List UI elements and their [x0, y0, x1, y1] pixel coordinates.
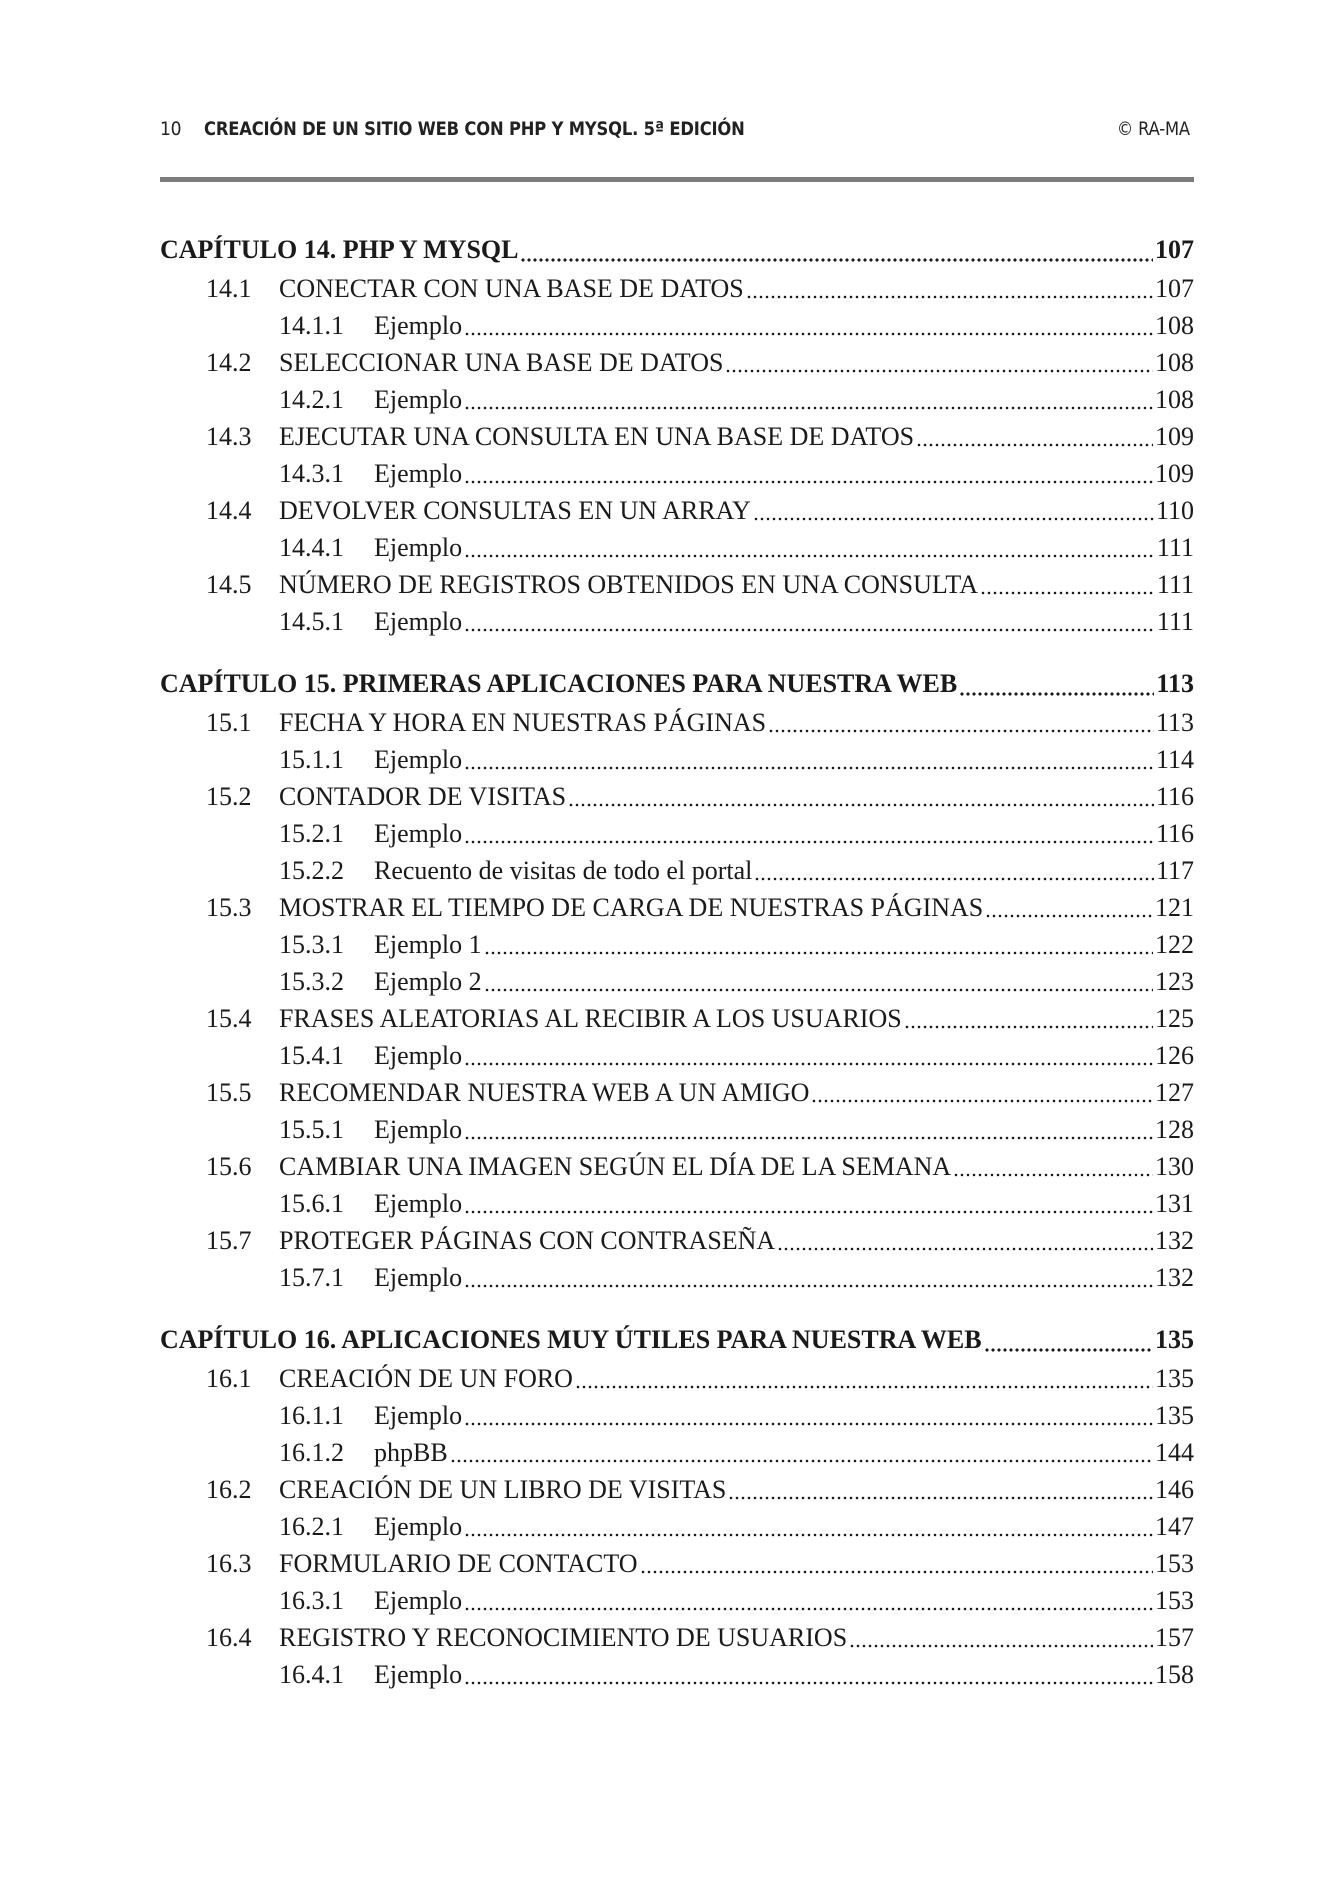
- toc-subsection-entry[interactable]: [160, 1037, 1194, 1074]
- toc-entry-page: 126: [1155, 1041, 1194, 1070]
- toc-entry-number: 15.1.1: [279, 745, 344, 774]
- toc-chapter-entry[interactable]: [160, 664, 1194, 704]
- toc-entry-number: 15.5: [206, 1078, 252, 1107]
- dot-leader: [464, 1185, 1153, 1222]
- toc-entry-label: Ejemplo 2: [374, 967, 482, 996]
- toc-entry-number: 15.3: [206, 893, 252, 922]
- toc-section-entry[interactable]: [160, 418, 1194, 455]
- toc-entry-label: FORMULARIO DE CONTACTO: [279, 1549, 638, 1578]
- toc-entry-page: 125: [1155, 1004, 1194, 1033]
- toc-chapter-entry[interactable]: [160, 230, 1194, 270]
- toc-section-entry[interactable]: [160, 1619, 1194, 1656]
- toc-subsection-entry[interactable]: [160, 381, 1194, 418]
- toc-entry-page: 135: [1155, 1401, 1194, 1430]
- toc-entry-page: 109: [1155, 422, 1194, 451]
- toc-entry-number: 16.3.1: [279, 1586, 344, 1615]
- toc-entry-number: 14.2.1: [279, 385, 344, 414]
- toc-subsection-entry[interactable]: [160, 1582, 1194, 1619]
- toc-entry-page: 132: [1155, 1226, 1194, 1255]
- dot-leader: [725, 344, 1153, 381]
- toc-entry-label: CONTADOR DE VISITAS: [279, 782, 567, 811]
- toc-section-entry[interactable]: [160, 566, 1194, 603]
- toc-entry-page: 108: [1155, 311, 1194, 340]
- toc-subsection-entry[interactable]: [160, 529, 1194, 566]
- toc-entry-label: Ejemplo: [374, 1263, 463, 1292]
- toc-subsection-entry[interactable]: [160, 741, 1194, 778]
- toc-entry-page: 111: [1156, 570, 1194, 599]
- toc-entry-number: 14.4: [206, 496, 252, 525]
- toc-entry-number: 14.2: [206, 348, 252, 377]
- toc-entry-number: 15.1: [206, 708, 252, 737]
- dot-leader: [849, 1619, 1153, 1656]
- toc-entry-number: 16.1: [206, 1364, 252, 1393]
- toc-subsection-entry[interactable]: [160, 926, 1194, 963]
- toc-entry-number: 16.1.2: [279, 1438, 344, 1467]
- toc-section-entry[interactable]: [160, 270, 1194, 307]
- dot-leader: [811, 1074, 1153, 1111]
- toc-entry-number: 15.3.2: [279, 967, 344, 996]
- toc-entry-number: 14.3.1: [279, 459, 344, 488]
- toc-entry-number: 16.1.1: [279, 1401, 344, 1430]
- toc-entry-page: 153: [1155, 1586, 1194, 1615]
- toc-entry-label: Ejemplo: [374, 1401, 463, 1430]
- toc-subsection-entry[interactable]: [160, 963, 1194, 1000]
- dot-leader: [980, 566, 1155, 603]
- running-header: [160, 114, 1190, 148]
- toc-section-entry[interactable]: [160, 1471, 1194, 1508]
- toc-entry-label: SELECCIONAR UNA BASE DE DATOS: [279, 348, 724, 377]
- toc-entry-number: 14.1: [206, 274, 252, 303]
- toc-entry-page: 107: [1155, 274, 1194, 303]
- toc-entry-label: FECHA Y HORA EN NUESTRAS PÁGINAS: [279, 708, 767, 737]
- toc-entry-number: 15.6: [206, 1152, 252, 1181]
- toc-section-entry[interactable]: [160, 1222, 1194, 1259]
- toc-entry-number: 14.5: [206, 570, 252, 599]
- toc-entry-number: 14.5.1: [279, 607, 344, 636]
- toc-entry-page: 110: [1155, 496, 1194, 525]
- toc-entry-page: 135: [1155, 1325, 1194, 1354]
- toc-entry-number: 15.4.1: [279, 1041, 344, 1070]
- toc-entry-number: 16.4: [206, 1623, 252, 1652]
- toc-section-entry[interactable]: [160, 1148, 1194, 1185]
- dot-leader: [464, 529, 1155, 566]
- dot-leader: [575, 1360, 1153, 1397]
- toc-entry-label: Ejemplo: [374, 745, 463, 774]
- toc-subsection-entry[interactable]: [160, 307, 1194, 344]
- dot-leader: [985, 889, 1153, 926]
- dot-leader: [464, 1111, 1153, 1148]
- toc-entry-label: FRASES ALEATORIAS AL RECIBIR A LOS USUARIOS: [279, 1004, 902, 1033]
- toc-entry-label: CAPÍTULO 14. PHP Y MYSQL: [160, 235, 519, 264]
- toc-entry-number: 14.4.1: [279, 533, 344, 562]
- toc-entry-label: Ejemplo: [374, 819, 463, 848]
- toc-entry-page: 108: [1155, 348, 1194, 377]
- toc-subsection-entry[interactable]: [160, 1508, 1194, 1545]
- toc-entry-number: 16.2: [206, 1475, 252, 1504]
- toc-entry-label: CAPÍTULO 15. PRIMERAS APLICACIONES PARA NUESTRA WEB: [160, 669, 958, 698]
- toc-entry-number: 15.3.1: [279, 930, 344, 959]
- toc-entry-page: 128: [1155, 1115, 1194, 1144]
- toc-section-entry[interactable]: [160, 1360, 1194, 1397]
- publisher: © RA-MA: [1116, 118, 1190, 140]
- toc-section-entry[interactable]: [160, 492, 1194, 529]
- toc-entry-page: 121: [1155, 893, 1194, 922]
- dot-leader: [916, 418, 1153, 455]
- toc-subsection-entry[interactable]: [160, 1397, 1194, 1434]
- dot-leader: [464, 1259, 1153, 1296]
- toc-entry-number: 15.2.2: [279, 856, 344, 885]
- dot-leader: [568, 778, 1154, 815]
- toc-entry-page: 123: [1155, 967, 1194, 996]
- dot-leader: [464, 1656, 1153, 1693]
- toc-entry-page: 116: [1155, 819, 1194, 848]
- toc-entry-label: REGISTRO Y RECONOCIMIENTO DE USUARIOS: [279, 1623, 848, 1652]
- toc-entry-label: MOSTRAR EL TIEMPO DE CARGA DE NUESTRAS PÁGINAS: [279, 893, 984, 922]
- dot-leader: [450, 1434, 1153, 1471]
- toc-entry-label: Ejemplo: [374, 1041, 463, 1070]
- toc-entry-page: 157: [1155, 1623, 1194, 1652]
- toc-entry-label: NÚMERO DE REGISTROS OBTENIDOS EN UNA CONSULTA: [279, 570, 978, 599]
- toc-section-entry[interactable]: [160, 704, 1194, 741]
- toc-entry-page: 113: [1155, 708, 1194, 737]
- dot-leader: [640, 1545, 1153, 1582]
- toc-entry-label: PROTEGER PÁGINAS CON CONTRASEÑA: [279, 1226, 776, 1255]
- toc-section-entry[interactable]: [160, 778, 1194, 815]
- toc-entry-number: 14.3: [206, 422, 252, 451]
- dot-leader: [464, 603, 1155, 640]
- dot-leader: [520, 230, 1153, 270]
- toc-entry-label: Ejemplo: [374, 1660, 463, 1689]
- toc-entry-page: 132: [1155, 1263, 1194, 1292]
- book-title: CREACIÓN DE UN SITIO WEB CON PHP Y MYSQL. 5ª EDICIÓN: [204, 118, 745, 140]
- dot-leader: [464, 307, 1153, 344]
- toc-entry-number: 15.7.1: [279, 1263, 344, 1292]
- table-of-contents: [160, 230, 1194, 1693]
- dot-leader: [464, 1397, 1153, 1434]
- toc-subsection-entry[interactable]: [160, 455, 1194, 492]
- toc-entry-page: 113: [1156, 669, 1194, 698]
- toc-entry-number: 16.3: [206, 1549, 252, 1578]
- toc-entry-label: Ejemplo: [374, 459, 463, 488]
- dot-leader: [754, 852, 1154, 889]
- toc-entry-label: CREACIÓN DE UN LIBRO DE VISITAS: [279, 1475, 727, 1504]
- toc-subsection-entry[interactable]: [160, 1656, 1194, 1693]
- toc-entry-page: 107: [1155, 235, 1194, 264]
- dot-leader: [464, 455, 1153, 492]
- toc-entry-page: 158: [1155, 1660, 1194, 1689]
- toc-entry-label: Ejemplo: [374, 1586, 463, 1615]
- toc-entry-number: 15.2: [206, 782, 252, 811]
- toc-section-entry[interactable]: [160, 889, 1194, 926]
- toc-entry-page: 147: [1155, 1512, 1194, 1541]
- toc-entry-label: EJECUTAR UNA CONSULTA EN UNA BASE DE DATOS: [279, 422, 915, 451]
- toc-entry-page: 144: [1155, 1438, 1194, 1467]
- dot-leader: [777, 1222, 1153, 1259]
- toc-entry-page: 127: [1155, 1078, 1194, 1107]
- toc-section-entry[interactable]: [160, 1000, 1194, 1037]
- toc-entry-label: CAMBIAR UNA IMAGEN SEGÚN EL DÍA DE LA SEMANA: [279, 1152, 952, 1181]
- toc-entry-label: Ejemplo 1: [374, 930, 482, 959]
- toc-entry-label: Ejemplo: [374, 1512, 463, 1541]
- toc-entry-page: 117: [1155, 856, 1194, 885]
- dot-leader: [953, 1148, 1153, 1185]
- dot-leader: [484, 926, 1153, 963]
- toc-entry-number: 15.7: [206, 1226, 252, 1255]
- toc-entry-label: Ejemplo: [374, 1189, 463, 1218]
- toc-entry-label: Ejemplo: [374, 533, 463, 562]
- toc-entry-page: 109: [1155, 459, 1194, 488]
- dot-leader: [984, 1320, 1153, 1360]
- toc-subsection-entry[interactable]: [160, 603, 1194, 640]
- toc-entry-page: 114: [1155, 745, 1194, 774]
- toc-entry-number: 15.5.1: [279, 1115, 344, 1144]
- toc-entry-label: Ejemplo: [374, 1115, 463, 1144]
- toc-subsection-entry[interactable]: [160, 1111, 1194, 1148]
- toc-entry-label: Recuento de visitas de todo el portal: [374, 856, 753, 885]
- toc-subsection-entry[interactable]: [160, 1259, 1194, 1296]
- dot-leader: [768, 704, 1154, 741]
- dot-leader: [484, 963, 1153, 1000]
- dot-leader: [904, 1000, 1153, 1037]
- toc-entry-number: 16.4.1: [279, 1660, 344, 1689]
- dot-leader: [464, 1582, 1153, 1619]
- toc-entry-number: 15.4: [206, 1004, 252, 1033]
- dot-leader: [464, 1037, 1153, 1074]
- toc-entry-label: CONECTAR CON UNA BASE DE DATOS: [279, 274, 744, 303]
- page-number: 10: [160, 118, 182, 140]
- dot-leader: [464, 815, 1154, 852]
- toc-entry-page: 153: [1155, 1549, 1194, 1578]
- toc-entry-label: DEVOLVER CONSULTAS EN UN ARRAY: [279, 496, 751, 525]
- toc-entry-label: Ejemplo: [374, 311, 463, 340]
- header-rule: [160, 177, 1194, 182]
- toc-chapter-entry[interactable]: [160, 1320, 1194, 1360]
- dot-leader: [464, 1508, 1153, 1545]
- toc-entry-label: CAPÍTULO 16. APLICACIONES MUY ÚTILES PARA NUESTRA WEB: [160, 1325, 982, 1354]
- toc-subsection-entry[interactable]: [160, 1434, 1194, 1471]
- toc-entry-page: 146: [1155, 1475, 1194, 1504]
- toc-entry-number: 15.6.1: [279, 1189, 344, 1218]
- toc-entry-number: 14.1.1: [279, 311, 344, 340]
- dot-leader: [959, 664, 1154, 704]
- toc-section-entry[interactable]: [160, 1545, 1194, 1582]
- toc-entry-label: CREACIÓN DE UN FORO: [279, 1364, 573, 1393]
- dot-leader: [746, 270, 1153, 307]
- toc-entry-number: 15.2.1: [279, 819, 344, 848]
- toc-entry-label: RECOMENDAR NUESTRA WEB A UN AMIGO: [279, 1078, 810, 1107]
- toc-subsection-entry[interactable]: [160, 1185, 1194, 1222]
- toc-section-entry[interactable]: [160, 344, 1194, 381]
- toc-section-entry[interactable]: [160, 1074, 1194, 1111]
- toc-entry-page: 108: [1155, 385, 1194, 414]
- toc-subsection-entry[interactable]: [160, 852, 1194, 889]
- toc-subsection-entry[interactable]: [160, 815, 1194, 852]
- toc-entry-page: 116: [1155, 782, 1194, 811]
- dot-leader: [464, 741, 1154, 778]
- toc-entry-page: 130: [1155, 1152, 1194, 1181]
- toc-entry-label: phpBB: [374, 1438, 448, 1467]
- toc-entry-page: 111: [1156, 533, 1194, 562]
- toc-entry-page: 131: [1155, 1189, 1194, 1218]
- toc-entry-label: Ejemplo: [374, 607, 463, 636]
- toc-entry-page: 122: [1155, 930, 1194, 959]
- toc-entry-number: 16.2.1: [279, 1512, 344, 1541]
- dot-leader: [464, 381, 1153, 418]
- toc-entry-label: Ejemplo: [374, 385, 463, 414]
- toc-entry-page: 135: [1155, 1364, 1194, 1393]
- toc-entry-page: 111: [1156, 607, 1194, 636]
- dot-leader: [728, 1471, 1153, 1508]
- dot-leader: [753, 492, 1154, 529]
